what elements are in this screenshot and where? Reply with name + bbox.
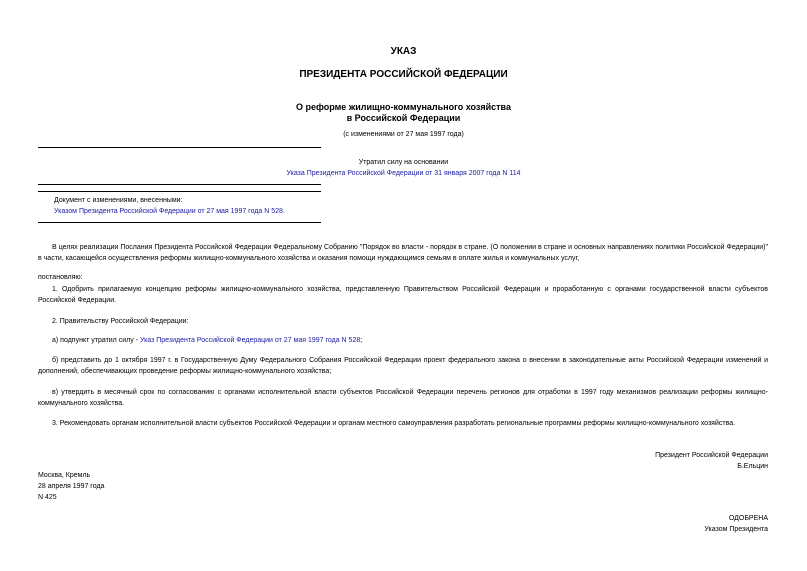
item-2-paragraph: 2. Правительству Российской Федерации: [52, 318, 189, 325]
decree-number: N 425 [38, 494, 57, 501]
approval-line-1: ОДОБРЕНА [728, 515, 768, 522]
doc-type-title: УКАЗ [390, 46, 417, 57]
issuer-title: ПРЕЗИДЕНТА РОССИЙСКОЙ ФЕДЕРАЦИИ [299, 69, 508, 80]
lost-force-link[interactable]: Указа Президента Российской Федерации от 31 января 2007 года N 114 [286, 170, 521, 177]
divider [38, 222, 321, 223]
approval-line-2: Указом Президента [704, 526, 768, 533]
signing-place: Москва, Кремль [38, 472, 91, 479]
item-2a-paragraph: а) подпункт утратил силу - Указ Президента Российской Федерации от 27 мая 1997 года N 528; [52, 337, 363, 344]
divider [38, 184, 321, 185]
divider [38, 191, 321, 192]
changes-link[interactable]: Указом Президента Российской Федерации от 27 мая 1997 года N 528 [54, 208, 283, 215]
signature-position: Президент Российской Федерации [655, 452, 768, 459]
changes-line [54, 207, 285, 216]
subject-title-line-2: в Российской Федерации [346, 113, 461, 123]
item-3-paragraph: 3. Рекомендовать органам исполнительной власти субъектов Российской Федерации и органам местного самоуправления разработать региональные программы реформы жилищно-коммунального хозяйства. [52, 420, 736, 427]
lost-force-text: Утратил силу на основании [358, 159, 449, 166]
amendment-note: (с изменениями от 27 мая 1997 года) [343, 131, 464, 138]
preamble-paragraph: В целях реализации Послания Президента Российской Федерации Федеральному Собранию "Порядок во власти - порядок в стране. (О положении в стране и основных направлениях политики Российской Федерации)" в части, касающейся осуществления реформы жилищно-коммунального хозяйства и оказания помощи нуждающимся семьям в оплате жилья и коммунальных услуг, [38, 244, 768, 262]
item-2a-link[interactable]: Указ Президента Российской Федерации от 27 мая 1997 года N 528 [139, 337, 361, 344]
divider [38, 147, 321, 148]
signature-name: Б.Ельцин [737, 463, 768, 470]
decree-word: постановляю: [38, 274, 83, 281]
changes-end: . [282, 208, 285, 215]
item-2b-paragraph: б) представить до 1 октября 1997 г. в Государственную Думу Федерального Собрания Российской Федерации проект федерального закона о внесении в законодательные акты Российской Федерации изменений и дополнений, обеспечивающих проведение реформы жилищно-коммунального хозяйства; [38, 357, 768, 375]
subject-title-line-1: О реформе жилищно-коммунального хозяйства [296, 102, 511, 112]
changes-label: Документ с изменениями, внесенными: [54, 197, 183, 204]
item-1-paragraph: 1. Одобрить прилагаемую концепцию реформы жилищно-коммунального хозяйства, представленную Правительством Российской Федерации и проработанную с органами государственной власти субъектов Российской Федерации. [38, 286, 768, 304]
item-2c-paragraph: в) утвердить в месячный срок по согласованию с органами исполнительной власти субъектов Российской Федерации перечень регионов для отработки в 1997 году механизмов реализации реформы жилищно-коммунального хозяйства. [38, 389, 768, 407]
signing-date: 28 апреля 1997 года [38, 483, 105, 490]
